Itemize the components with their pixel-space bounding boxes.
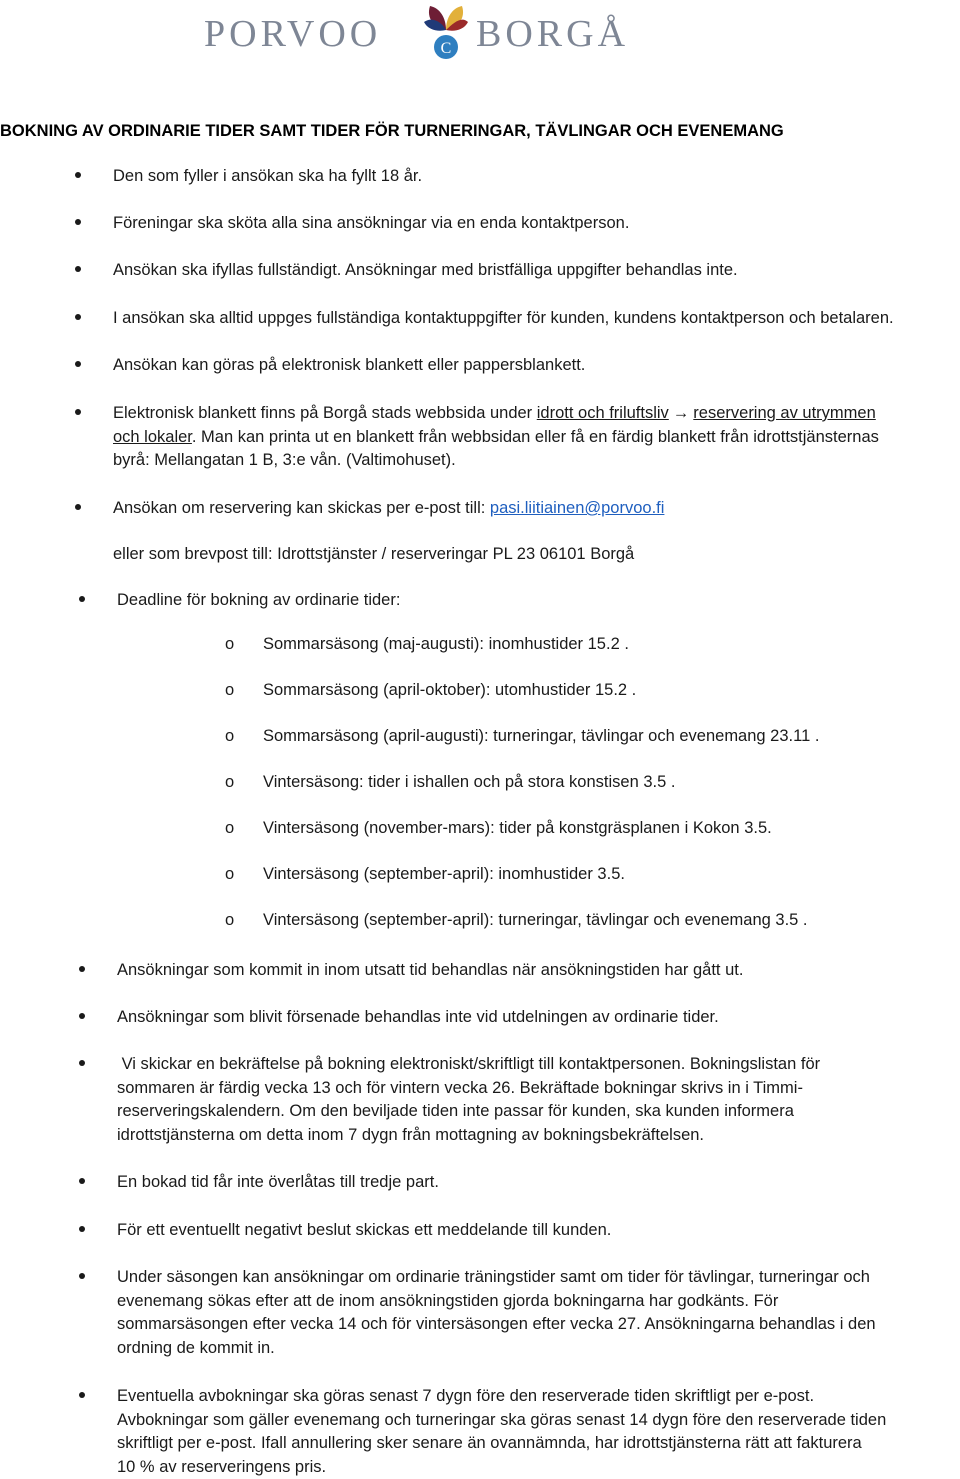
bullet-cancellations: Eventuella avbokningar ska göras senast 7 dygn före den reserverade tiden skriftligt per e-post. Avbokningar som gäller evenemang och turneringar ska göras senast 14 dygn före den reserverade tiden skriftligt per e-post. Ifall annullering sker senare än ovannämnda, har idrottstjänsterna rätt att fakturera 10 % av reserveringens pris.: [117, 1387, 887, 1476]
link-reservering-av-utrymmen[interactable]: reservering av utrymmen: [693, 404, 876, 422]
bullet-marker: [75, 172, 81, 178]
sub-bullet-marker: o: [225, 727, 235, 745]
sub-bullet-marker: o: [225, 635, 235, 653]
bullet-contact-person: Föreningar ska sköta alla sina ansökningar via en enda kontaktperson.: [113, 214, 630, 232]
deadline-item: Vintersäsong (september-april): inomhustider 3.5.: [263, 865, 625, 883]
postal-address-line: eller som brevpost till: Idrottstjänster / reserveringar PL 23 06101 Borgå: [113, 545, 635, 563]
deadline-item: Sommarsäsong (maj-augusti): inomhustider 15.2 .: [263, 635, 629, 653]
bullet-processing-time: Ansökningar som kommit in inom utsatt tid behandlas när ansökningstiden har gått ut.: [117, 961, 744, 979]
sub-bullet-marker: o: [225, 773, 235, 791]
porvoo-borga-logo: [204, 0, 654, 64]
bullet-marker: [79, 1060, 85, 1066]
bullet-contact-details: I ansökan ska alltid uppges fullständiga kontaktuppgifter för kunden, kundens kontaktperson och betalaren.: [113, 309, 894, 327]
bullet-marker: [79, 966, 85, 972]
city-emblem-icon: [416, 0, 476, 64]
bullet-marker: [79, 596, 85, 602]
bullet-marker: [75, 361, 81, 367]
bullet-no-transfer: En bokad tid får inte överlåtas till tredje part.: [117, 1173, 439, 1191]
sub-bullet-marker: o: [225, 865, 235, 883]
bullet-marker: [75, 219, 81, 225]
deadline-item: Vintersäsong (september-april): turneringar, tävlingar och evenemang 3.5 .: [263, 911, 808, 929]
bullet-confirmation: Vi skickar en bekräftelse på bokning elektroniskt/skriftligt till kontaktpersonen. Bokningslistan för sommaren är färdig vecka 13 och för vintern vecka 26. Bekräftade bokningar skrivs in i Timmi- reserveringskalendern. Om den beviljade tiden inte passar för kunden, ska kunden informera idrottstjänsterna om detta inom 7 dygn från mottagning av bokningsbekräftelsen.: [117, 1055, 821, 1144]
sub-bullet-marker: o: [225, 911, 235, 929]
sub-bullet-marker: o: [225, 819, 235, 837]
bullet-email-submission: Ansökan om reservering kan skickas per e-post till: pasi.liitiainen@porvoo.fi: [113, 499, 665, 517]
bullet-marker: [75, 266, 81, 272]
document-title: BOKNING AV ORDINARIE TIDER SAMT TIDER FÖR TURNERINGAR, TÄVLINGAR OCH EVENEMANG: [0, 122, 784, 140]
logo-text-left: PORVOO: [204, 13, 382, 55]
bullet-marker: [79, 1226, 85, 1232]
sub-bullet-marker: o: [225, 681, 235, 699]
bullet-marker: [79, 1013, 85, 1019]
bullet-negative-decision: För ett eventuellt negativt beslut skickas ett meddelande till kunden.: [117, 1221, 612, 1239]
link-idrott-och-friluftsliv[interactable]: idrott och friluftsliv: [536, 404, 669, 422]
link-och-lokaler[interactable]: och lokaler: [113, 427, 192, 446]
deadline-item: Sommarsäsong (april-augusti): turneringar, tävlingar och evenemang 23.11 .: [263, 727, 820, 745]
electronic-form-line-2: och lokaler. Man kan printa ut en blankett från webbsidan eller få en färdig blankett från idrottstjänsternas: [113, 427, 879, 446]
deadline-item: Vintersäsong: tider i ishallen och på stora konstisen 3.5 .: [263, 773, 676, 791]
svg-text:C: C: [440, 40, 452, 57]
bullet-late-applications: Ansökningar som blivit försenade behandlas inte vid utdelningen av ordinarie tider.: [117, 1008, 719, 1026]
bullet-age-requirement: Den som fyller i ansökan ska ha fyllt 18 år.: [113, 167, 423, 185]
email-link[interactable]: pasi.liitiainen@porvoo.fi: [489, 499, 665, 517]
bullet-during-season: Under säsongen kan ansökningar om ordinarie träningstider samt om tider för tävlingar, turneringar och evenemang sökas efter att de inom ansökningstiden gjorda bokningarna har godkänts. För sommarsäsongen efter vecka 14 och för vintersäsongen efter vecka 27. Ansökningarna behandlas i den ordning de kommit in.: [117, 1268, 876, 1357]
bullet-marker: [75, 409, 81, 415]
arrow-right-icon: →: [672, 404, 690, 422]
bullet-marker: [79, 1178, 85, 1184]
bullet-deadline-heading: Deadline för bokning av ordinarie tider:: [117, 591, 401, 609]
logo-text-right: BORGÅ: [476, 13, 630, 55]
bullet-marker: [79, 1273, 85, 1279]
bullet-complete-application: Ansökan ska ifyllas fullständigt. Ansökningar med bristfälliga uppgifter behandlas inte.: [113, 261, 738, 279]
bullet-form-types: Ansökan kan göras på elektronisk blankett eller pappersblankett.: [113, 356, 586, 374]
bullet-marker: [79, 1392, 85, 1398]
deadline-item: Sommarsäsong (april-oktober): utomhustider 15.2 .: [263, 681, 637, 699]
header: [0, 0, 960, 70]
electronic-form-line-3: byrå: Mellangatan 1 B, 3:e vån. (Valtimohuset).: [113, 451, 456, 469]
electronic-form-line-1: Elektronisk blankett finns på Borgå stads webbsida under idrott och friluftsliv → reservering av utrymmen: [113, 402, 953, 426]
bullet-electronic-form: [113, 402, 953, 473]
deadline-item: Vintersäsong (november-mars): tider på konstgräsplanen i Kokon 3.5.: [263, 819, 772, 837]
bullet-marker: [75, 314, 81, 320]
bullet-marker: [75, 504, 81, 510]
